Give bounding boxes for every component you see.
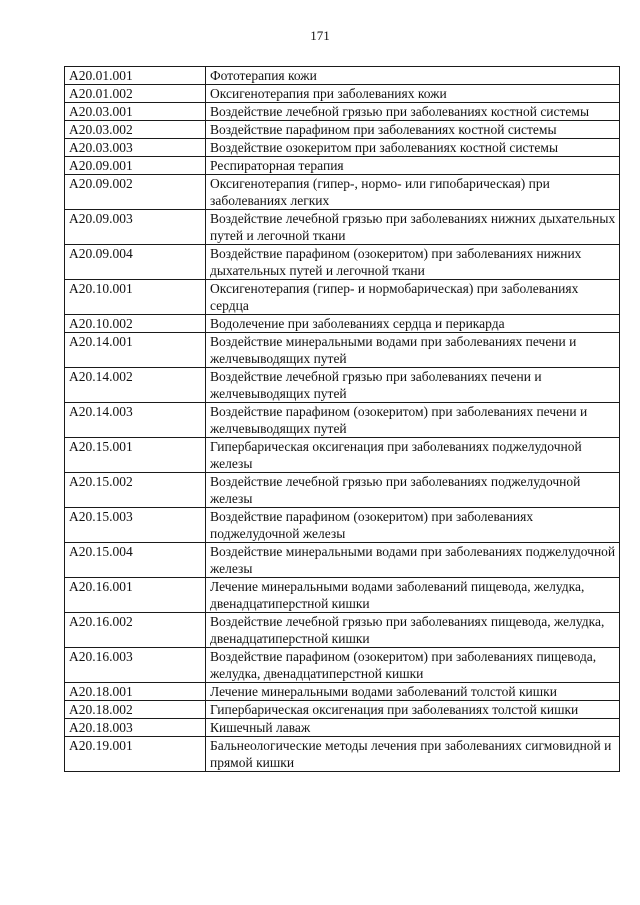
procedure-code: A20.15.001 — [65, 438, 206, 473]
procedure-code: A20.16.002 — [65, 613, 206, 648]
table-row — [65, 578, 620, 613]
table-row — [65, 613, 620, 648]
procedure-description: Гипербарическая оксигенация при заболеваниях толстой кишки — [206, 701, 620, 719]
procedure-description: Лечение минеральными водами заболеваний пищевода, желудка, двенадцатиперстной кишки — [206, 578, 620, 613]
procedure-code: A20.14.001 — [65, 333, 206, 368]
procedure-code: A20.03.003 — [65, 139, 206, 157]
procedure-code: A20.15.004 — [65, 543, 206, 578]
procedure-code: A20.09.004 — [65, 245, 206, 280]
procedure-code: A20.01.001 — [65, 67, 206, 85]
procedure-description: Воздействие лечебной грязью при заболеваниях поджелудочной железы — [206, 473, 620, 508]
procedure-code: A20.09.001 — [65, 157, 206, 175]
table-row — [65, 368, 620, 403]
procedure-description: Оксигенотерапия при заболеваниях кожи — [206, 85, 620, 103]
procedure-code: A20.09.003 — [65, 210, 206, 245]
table-row — [65, 175, 620, 210]
procedure-description: Воздействие лечебной грязью при заболеваниях пищевода, желудка, двенадцатиперстной кишки — [206, 613, 620, 648]
procedure-description: Воздействие парафином (озокеритом) при заболеваниях поджелудочной железы — [206, 508, 620, 543]
table-row — [65, 648, 620, 683]
table-row — [65, 121, 620, 139]
table-row — [65, 701, 620, 719]
table-row — [65, 719, 620, 737]
procedure-description: Воздействие парафином (озокеритом) при заболеваниях нижних дыхательных путей и легочной ткани — [206, 245, 620, 280]
procedure-code: A20.03.001 — [65, 103, 206, 121]
table-row — [65, 403, 620, 438]
procedure-code: A20.16.001 — [65, 578, 206, 613]
procedure-description: Кишечный лаваж — [206, 719, 620, 737]
procedure-code: A20.18.002 — [65, 701, 206, 719]
procedure-description: Воздействие минеральными водами при заболеваниях поджелудочной железы — [206, 543, 620, 578]
table-row — [65, 85, 620, 103]
procedure-code: A20.19.001 — [65, 737, 206, 772]
table-row — [65, 438, 620, 473]
procedure-description: Лечение минеральными водами заболеваний толстой кишки — [206, 683, 620, 701]
table-row — [65, 737, 620, 772]
table-row — [65, 103, 620, 121]
table-row — [65, 157, 620, 175]
procedure-description: Бальнеологические методы лечения при заболеваниях сигмовидной и прямой кишки — [206, 737, 620, 772]
procedure-description: Воздействие парафином при заболеваниях костной системы — [206, 121, 620, 139]
table-row — [65, 245, 620, 280]
procedure-description: Оксигенотерапия (гипер- и нормобарическая) при заболеваниях сердца — [206, 280, 620, 315]
procedure-code: A20.15.002 — [65, 473, 206, 508]
procedure-code: A20.14.003 — [65, 403, 206, 438]
procedure-description: Оксигенотерапия (гипер-, нормо- или гипобарическая) при заболеваниях легких — [206, 175, 620, 210]
table-row — [65, 315, 620, 333]
table-row — [65, 280, 620, 315]
procedure-description: Воздействие парафином (озокеритом) при заболеваниях печени и желчевыводящих путей — [206, 403, 620, 438]
procedure-code: A20.15.003 — [65, 508, 206, 543]
procedure-description: Воздействие лечебной грязью при заболеваниях печени и желчевыводящих путей — [206, 368, 620, 403]
procedure-code: A20.10.002 — [65, 315, 206, 333]
procedure-description: Воздействие лечебной грязью при заболеваниях нижних дыхательных путей и легочной ткани — [206, 210, 620, 245]
procedure-code: A20.09.002 — [65, 175, 206, 210]
procedure-description: Водолечение при заболеваниях сердца и перикарда — [206, 315, 620, 333]
procedure-description: Фототерапия кожи — [206, 67, 620, 85]
procedure-description: Воздействие озокеритом при заболеваниях костной системы — [206, 139, 620, 157]
table-body — [65, 67, 620, 772]
procedure-description: Воздействие парафином (озокеритом) при заболеваниях пищевода, желудка, двенадцатиперстной кишки — [206, 648, 620, 683]
procedure-code: A20.14.002 — [65, 368, 206, 403]
page-number: 171 — [310, 28, 330, 43]
procedure-code: A20.18.003 — [65, 719, 206, 737]
procedure-codes-table — [64, 66, 620, 772]
procedure-code: A20.18.001 — [65, 683, 206, 701]
procedure-description: Воздействие лечебной грязью при заболеваниях костной системы — [206, 103, 620, 121]
table-row — [65, 543, 620, 578]
procedure-code: A20.10.001 — [65, 280, 206, 315]
table-row — [65, 683, 620, 701]
procedure-code: A20.03.002 — [65, 121, 206, 139]
table-row — [65, 473, 620, 508]
table-row — [65, 333, 620, 368]
table-row — [65, 210, 620, 245]
procedure-code: A20.16.003 — [65, 648, 206, 683]
table-row — [65, 67, 620, 85]
procedure-code: A20.01.002 — [65, 85, 206, 103]
table-row — [65, 139, 620, 157]
table-row — [65, 508, 620, 543]
procedure-description: Респираторная терапия — [206, 157, 620, 175]
procedure-description: Гипербарическая оксигенация при заболеваниях поджелудочной железы — [206, 438, 620, 473]
procedure-description: Воздействие минеральными водами при заболеваниях печени и желчевыводящих путей — [206, 333, 620, 368]
